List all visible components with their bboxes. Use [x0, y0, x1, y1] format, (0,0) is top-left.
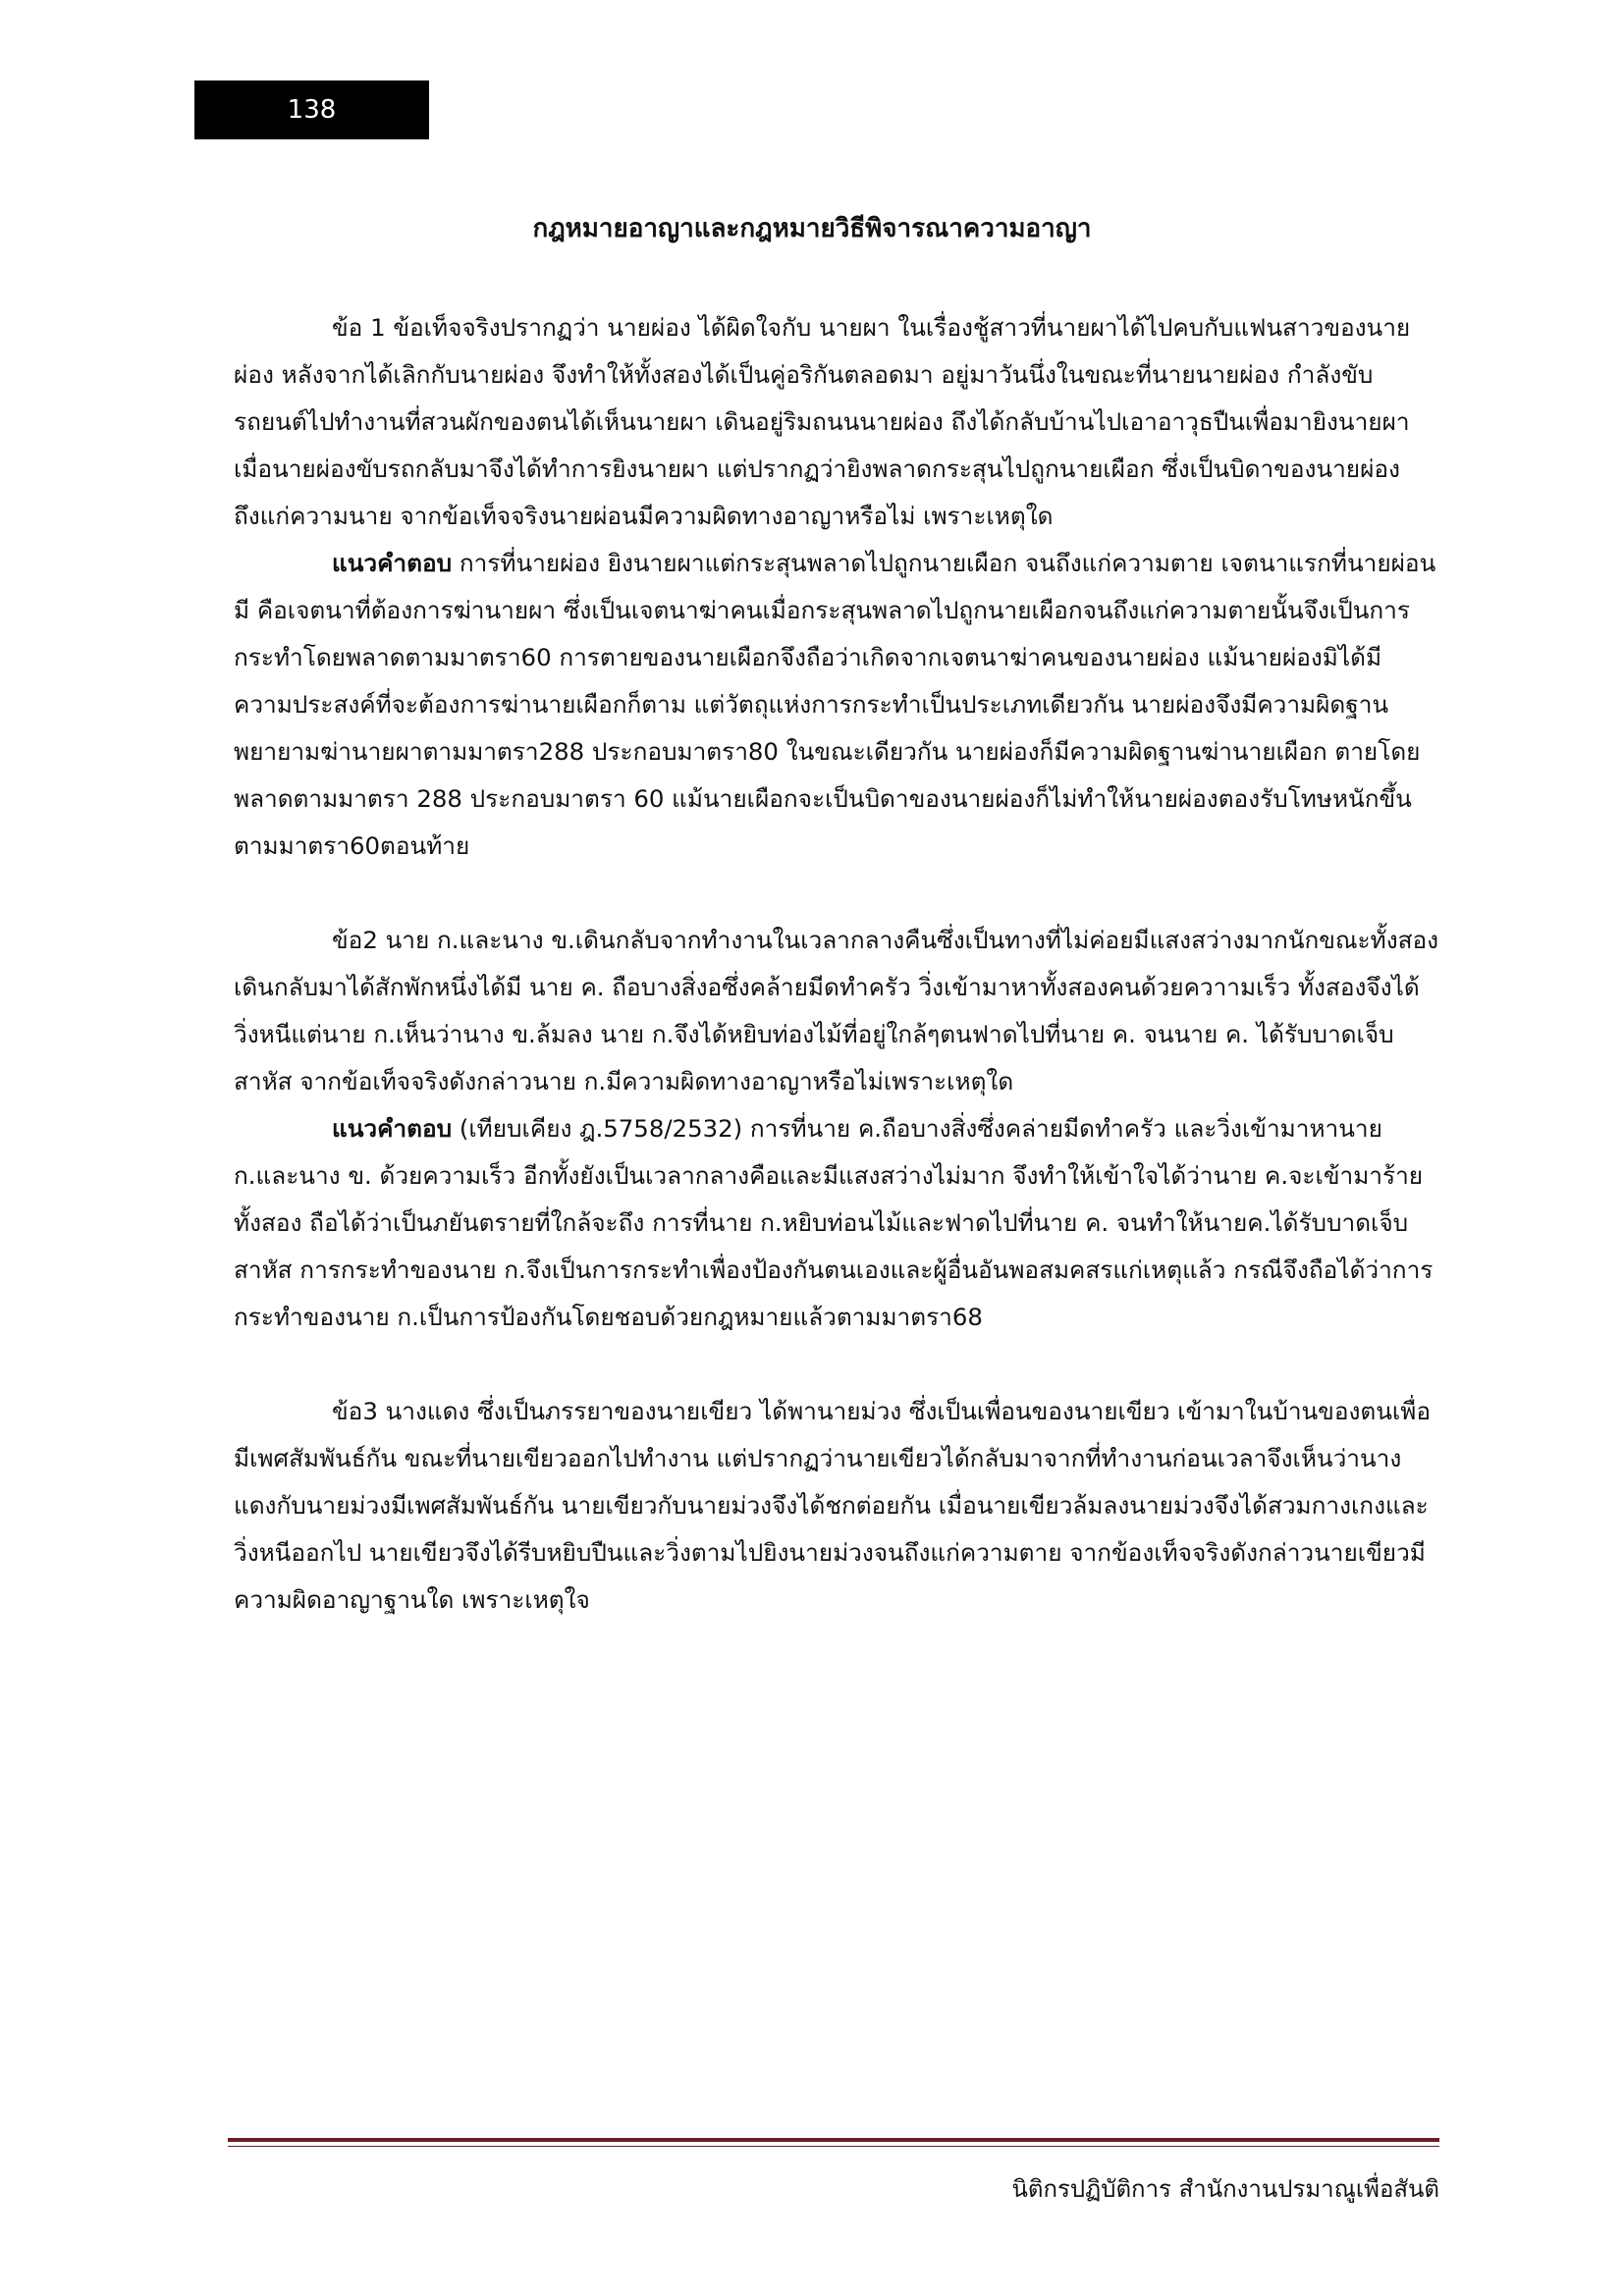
answer-2-text: (เทียบเคียง ฎ.5758/2532) การที่นาย ค.ถือบางสิ่งซึ่งคล่ายมีดทำครัว และวิ่งเข้ามาหานาย ก.และนาง ข. ด้วยความเร็ว อีกทั้งยังเป็นเวลากลางคือและมีแสงสว่างไม่มาก จึงทำให้เข้าใจได้ว่านาย ค.จะเข้ามาร้ายทั้งสอง ถือได้ว่าเป็นภยันตรายที่ใกล้จะถึง การที่นาย ก.หยิบท่อนไม้และฟาดไปที่นาย ค. จนทำให้นายค.ได้รับบาดเจ็บสาหัส การกระทำของนาย ก.จึงเป็นการกระทำเพื่องป้องกันตนเองและผู้อื่นอันพอสมคสรแก่เหตุแล้ว กรณีจึงถือได้ว่าการกระทำของนาย ก.เป็นการป้องกันโดยชอบด้วยกฎหมายแล้วตามมาตรา68	[234, 1114, 1434, 1331]
document-body	[234, 304, 1439, 1624]
question-1: ข้อ 1 ข้อเท็จจริงปรากฏว่า นายผ่อง ได้ผิดใจกับ นายผา ในเรื่องชู้สาวที่นายผาได้ไปคบกับแฟนสาวของนายผ่อง หลังจากได้เลิกกับนายผ่อง จึงทำให้ทั้งสองได้เป็นคู่อริกันตลอดมา อยู่มาวันนึ่งในขณะที่นายนายผ่อง กำลังขับรถยนต์ไปทำงานที่สวนผักของตนได้เห็นนายผา เดินอยู่ริมถนนนายผ่อง ถึงได้กลับบ้านไปเอาอาวุธปืนเพื่อมายิงนายผา เมื่อนายผ่องขับรถกลับมาจึงได้ทำการยิงนายผา แต่ปรากฏว่ายิงพลาดกระสุนไปถูกนายเผือก ซึ่งเป็นบิดาของนายผ่องถึงแก่ความนาย จากข้อเท็จจริงนายผ่อนมีความผิดทางอาญาหรือไม่ เพราะเหตุใด	[234, 313, 1411, 530]
question-3: ข้อ3 นางแดง ซึ่งเป็นภรรยาของนายเขียว ได้พานายม่วง ซึ่งเป็นเพื่อนของนายเขียว เข้ามาในบ้านของตนเพื่อมีเพศสัมพันธ์กัน ขณะที่นายเขียวออกไปทำงาน แต่ปรากฏว่านายเขียวได้กลับมาจากที่ทำงานก่อนเวลาจึงเห็นว่านางแดงกับนายม่วงมีเพศสัมพันธ์กัน นายเขียวกับนายม่วงจึงได้ชกต่อยกัน เมื่อนายเขียวล้มลงนายม่วงจึงได้สวมกางเกงและวิ่งหนีออกไป นายเขียวจึงได้รีบหยิบปืนและวิ่งตามไปยิงนายม่วงจนถึงแก่ความตาย จากข้องเท็จจริงดังกล่าวนายเขียวมีความผิดอาญาฐานใด เพราะเหตุใจ	[234, 1397, 1431, 1614]
page-number-box	[194, 80, 429, 139]
page-number: 138	[287, 95, 337, 125]
footer-rule	[228, 2138, 1439, 2142]
answer-2	[234, 1105, 1439, 1341]
answer-1-text: การที่นายผ่อง ยิงนายผาแต่กระสุนพลาดไปถูกนายเผือก จนถึงแก่ความตาย เจตนาแรกที่นายผ่อนมี คือเจตนาที่ต้องการฆ่านายผา ซึ่งเป็นเจตนาฆ่าคนเมื่อกระสุนพลาดไปถูกนายเผือกจนถึงแก่ความตายนั้นจึงเป็นการกระทำโดยพลาดตามมาตรา60 การตายของนายเผือกจึงถือว่าเกิดจากเจตนาฆ่าคนของนายผ่อง แม้นายผ่องมิได้มีความประสงค์ที่จะต้องการฆ่านายเผือกก็ตาม แต่วัตถุแห่งการกระทำเป็นประเภทเดียวกัน นายผ่องจึงมีความผิดฐานพยายามฆ่านายผาตามมาตรา288 ประกอบมาตรา80 ในขณะเดียวกัน นายผ่องก็มีความผิดฐานฆ่านายเผือก ตายโดยพลาดตามมาตรา 288 ประกอบมาตรา 60 แม้นายเผือกจะเป็นบิดาของนายผ่องก็ไม่ทำให้นายผ่องตองรับโทษหนักขึ้นตามมาตรา60ตอนท้าย	[234, 549, 1436, 860]
paragraph-gap	[234, 1341, 1439, 1388]
answer-1-label: แนวคำตอบ	[332, 549, 453, 577]
answer-1	[234, 540, 1439, 870]
footer-text: นิติกรปฏิบัติการ สำนักงานปรมาณูเพื่อสันติ	[1011, 2175, 1439, 2203]
document-title: กฎหมายอาญาและกฎหมายวิธีพิจารณาความอาญา	[532, 214, 1092, 243]
footer-rule-thin	[228, 2146, 1439, 2147]
question-2: ข้อ2 นาย ก.และนาง ข.เดินกลับจากทำงานในเวลากลางคืนซึ่งเป็นทางที่ไม่ค่อยมีแสงสว่างมากนักขณะทั้งสองเดินกลับมาได้สักพักหนึ่งได้มี นาย ค. ถือบางสิ่งอซึ่งคล้ายมีดทำครัว วิ่งเข้ามาหาทั้งสองคนด้วยควาามเร็ว ทั้งสองจึงได้วิ่งหนีแต่นาย ก.เห็นว่านาง ข.ล้มลง นาย ก.จึงได้หยิบท่องไม้ที่อยู่ใกล้ๆตนฟาดไปที่นาย ค. จนนาย ค. ได้รับบาดเจ็บสาหัส จากข้อเท็จจริงดังกล่าวนาย ก.มีความผิดทางอาญาหรือไม่เพราะเหตุใด	[234, 926, 1439, 1095]
answer-2-label: แนวคำตอบ	[332, 1114, 453, 1143]
paragraph-gap	[234, 870, 1439, 917]
